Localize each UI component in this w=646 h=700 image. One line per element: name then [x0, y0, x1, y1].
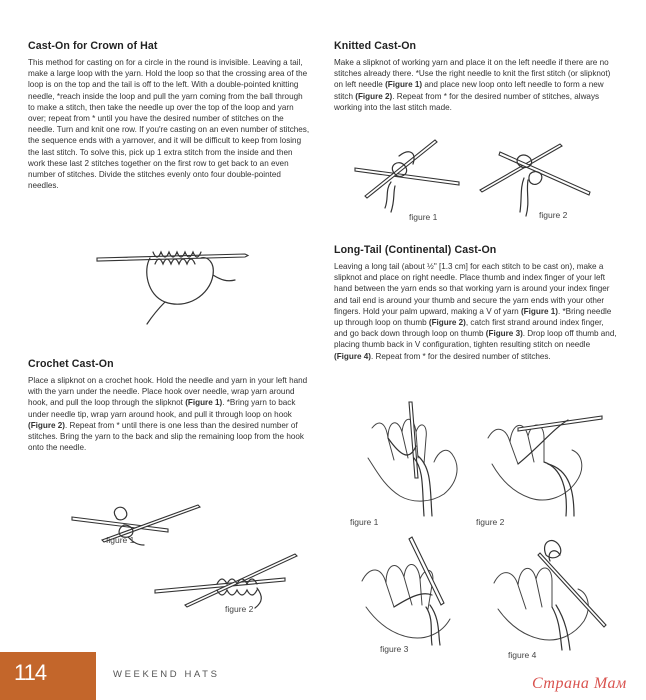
page-number: 114 — [14, 660, 47, 685]
crown-section — [28, 40, 310, 191]
crochet-section — [28, 358, 310, 453]
longtail-section — [334, 244, 619, 362]
yarn-loop — [147, 258, 214, 305]
crochet-figure-2-illustration — [145, 550, 305, 610]
knitted-body: Make a slipknot of working yarn and place it on the left needle if there are no stitches already there. *Use the right needle to knit the first stitch (or slipknot) on left needle (Figure 1) and place new loop onto left needle to form a new stitch (Figure 2). Repeat from * for the desired number of stitches, always working into the last stitch made. — [334, 58, 611, 112]
longtail-figure-4-label: figure 4 — [508, 650, 537, 660]
knitted-figure-1-label: figure 1 — [409, 212, 438, 222]
longtail-figure-3-illustration — [356, 535, 476, 645]
crown-body: This method for casting on for a circle in the round is invisible. Leaving a tail, make a large loop with the yarn. Hold the loop so that the crossing area of the loop is on the top and the tail is off to the left. With a double-pointed knitting needle, *reach inside the loop and pull the yarn coming from the ball through to make a stitch, then take the needle up over the top of the loop and yarn over; repeat from * until you have the desired number of stitches on the needle. Turn and knit one row. If you're casting on an even number of stitches, the sequence ends with a yarnover, and it will be difficult to keep from losing the last stitch. To solve this, pick up 1 extra stitch from the inside and then work these last 2 stitches together on the first row to get back to an even number of stitches. Divide the stitches evenly onto four double-pointed needles. — [28, 58, 310, 191]
running-head: WEEKEND HATS — [113, 669, 220, 680]
longtail-figure-2-illustration — [478, 398, 608, 516]
longtail-figure-1-illustration — [352, 398, 472, 516]
crown-title: Cast-On for Crown of Hat — [28, 40, 158, 52]
crochet-body: Place a slipknot on a crochet hook. Hold the needle and yarn in your left hand with the yarn under the needle. Place hook over needle, wrap yarn around hook, and pull the loop through the slipknot (Figure 1). *Bring yarn to back under needle tip, wrap yarn around hook, and pull it through loop on hook (Figure 2). Repeat from * until there is one less than the desired number of stitches. Bring the yarn to the back and slip the remaining loop from the hook onto the needle. — [28, 376, 308, 453]
knitted-figure-2-illustration — [480, 142, 590, 217]
knitted-figure-1-illustration — [355, 138, 465, 213]
longtail-figure-1-label: figure 1 — [350, 517, 379, 527]
knitted-title: Knitted Cast-On — [334, 40, 417, 52]
crochet-figure-1-label: figure 1 — [106, 535, 135, 545]
yarn-tail — [147, 302, 165, 324]
crochet-title: Crochet Cast-On — [28, 358, 114, 370]
longtail-title: Long-Tail (Continental) Cast-On — [334, 244, 497, 256]
knitted-section — [334, 40, 619, 113]
crochet-figure-1-illustration — [72, 495, 202, 545]
watermark: Страна Мам — [532, 675, 627, 692]
longtail-figure-2-label: figure 2 — [476, 517, 505, 527]
longtail-figure-3-label: figure 3 — [380, 644, 409, 654]
crochet-figure-2-label: figure 2 — [225, 604, 254, 614]
longtail-body: Leaving a long tail (about ½" [1.3 cm] for each stitch to be cast on), make a slipknot and place on right needle. Place thumb and index finger of your left hand between the yarn ends so that working yarn is around your index finger and tail end is around your thumb and secure the yarn ends with your other fingers. Hold your palm upward, making a V of yarn (Figure 1). *Bring needle up through loop on thumb (Figure 2), catch first strand around index finger, and go back down through loop on thumb (Figure 3). Drop loop off thumb and, placing thumb back in V configuration, tighten resulting stitch on needle (Figure 4). Repeat from * for the desired number of stitches. — [334, 262, 617, 361]
crown-cast-on-illustration — [95, 240, 255, 325]
longtail-figure-4-illustration — [480, 535, 610, 650]
knitted-figure-2-label: figure 2 — [539, 210, 568, 220]
